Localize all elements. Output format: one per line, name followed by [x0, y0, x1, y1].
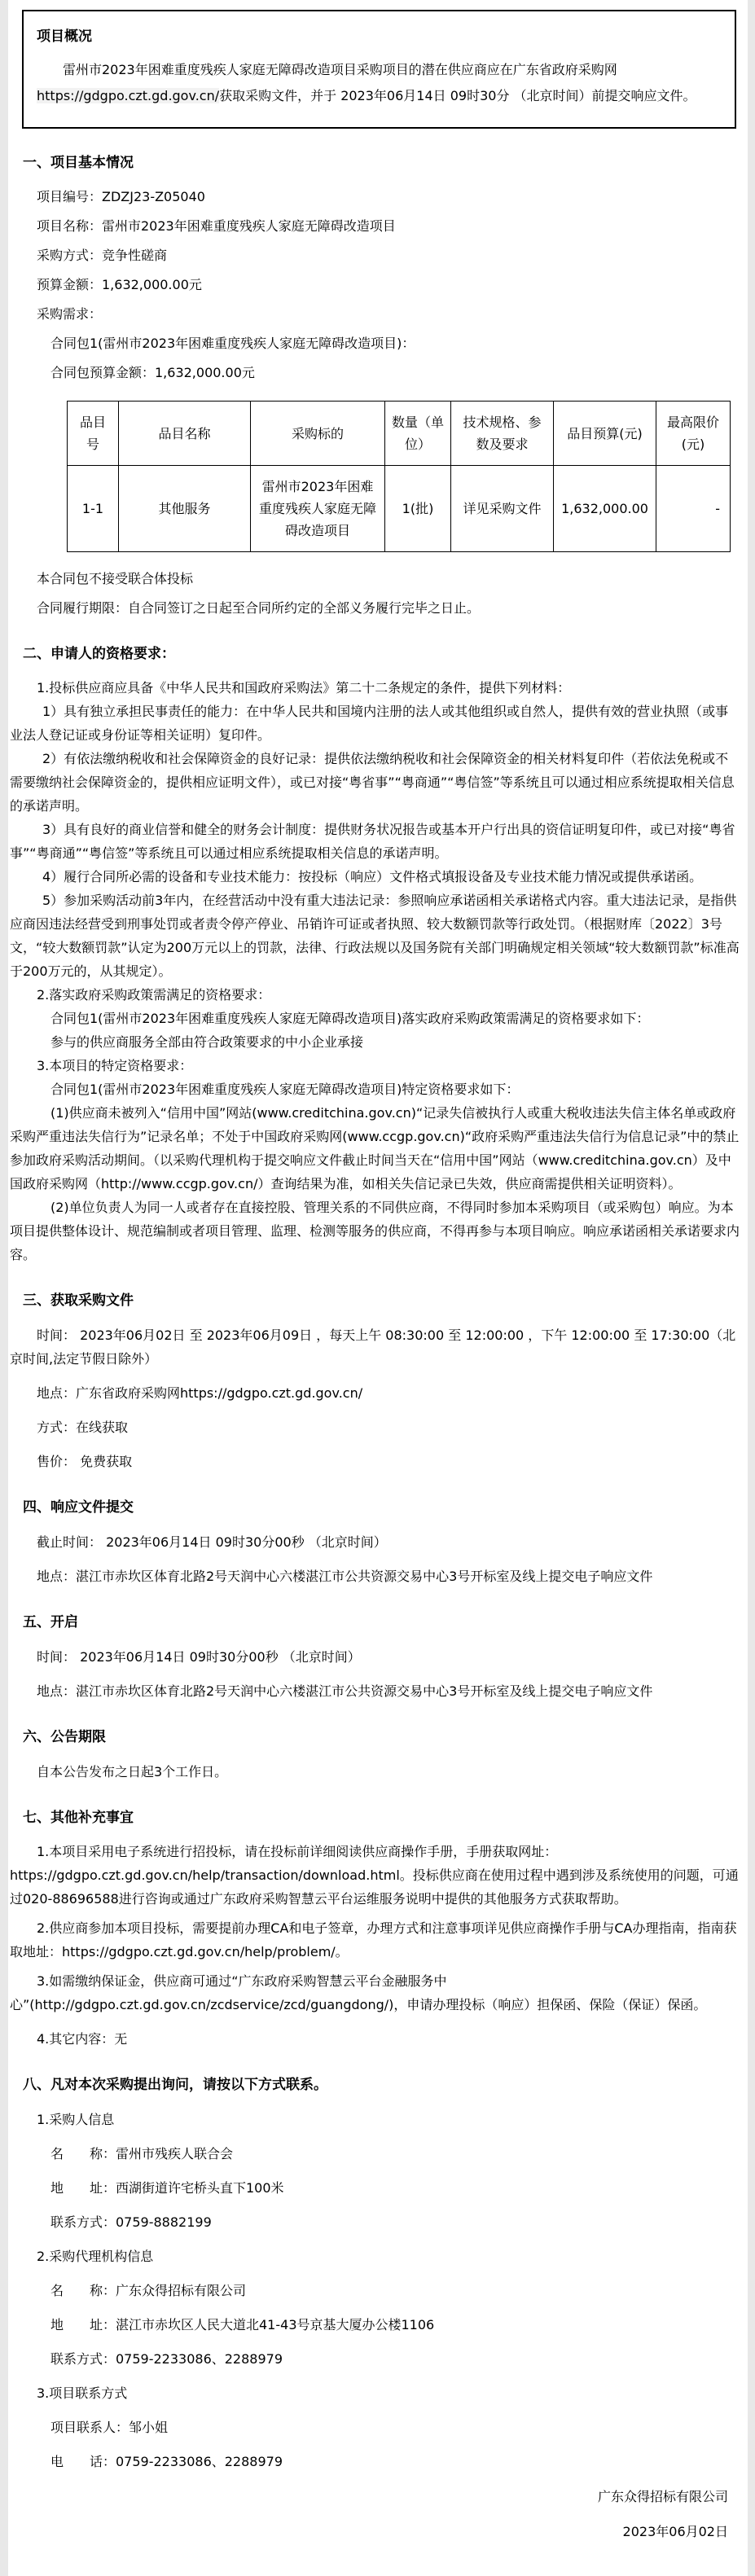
- field-project-number: 项目编号：ZDZJ23-Z05040: [37, 189, 205, 204]
- contract-package-line: 合同包1(雷州市2023年困难重度残疾人家庭无障碍改造项目)：: [50, 336, 415, 351]
- section-5-heading: 五、开启: [23, 1614, 78, 1630]
- footer-date: 2023年06月02日: [622, 2524, 728, 2539]
- col-max-price: 最高限价(元): [656, 402, 731, 466]
- announcement-page: [8, 0, 748, 2576]
- section-4-heading: 四、响应文件提交: [23, 1499, 134, 1516]
- procurement-site-url: https://gdgpo.czt.gd.gov.cn/: [37, 88, 220, 103]
- table-row: [68, 466, 731, 552]
- overview-text-after-url: 获取采购文件，并于 2023年06月14日 09时30分 （北京时间）前提交响应文件。: [219, 88, 696, 103]
- agency-info-title: 2.采购代理机构信息: [37, 2249, 154, 2264]
- qualification-item: 2）有依法缴纳税收和社会保障资金的良好记录：提供依法缴纳税收和社会保障资金的相关材料复印件（若依法免税或不需要缴纳社会保障资金的，提供相应证明文件），或已对接“粤省事”“粤商通”“粤信签”等系统且可以通过相应系统提取相关信息的承诺声明。: [10, 751, 735, 814]
- submission-location: 地点：湛江市赤坎区体育北路2号天润中心六楼湛江市公共资源交易中心3号开标室及线上提交电子响应文件: [37, 1569, 653, 1584]
- field-project-name: 项目名称：雷州市2023年困难重度残疾人家庭无障碍改造项目: [37, 218, 396, 234]
- buyer-name: 名 称：雷州市残疾人联合会: [50, 2146, 234, 2161]
- supplementary-item: 3.如需缴纳保证金，供应商可通过“广东政府采购智慧云平台金融服务中心”(http://gdgpo.czt.gd.gov.cn/zcdservice/zcd/guangdong/)，申请办理投标（响应）担保函、保险（保证）保函。: [10, 1973, 707, 2012]
- doc-acquisition-location: 地点：广东省政府采购网https://gdgpo.czt.gd.gov.cn/: [37, 1385, 363, 1401]
- cell-max-price: -: [656, 466, 731, 552]
- col-item-number: 品目号: [68, 402, 119, 466]
- qualification-item: 参与的供应商服务全部由符合政策要求的中小企业承接: [50, 1034, 364, 1050]
- cell-quantity-unit: 1(批): [385, 466, 451, 552]
- section-6-heading: 六、公告期限: [23, 1729, 106, 1745]
- section-2-heading: 二、申请人的资格要求：: [23, 646, 175, 662]
- qualification-item: 1）具有独立承担民事责任的能力：在中华人民共和国境内注册的法人或其他组织或自然人，提供有效的营业执照（或事业法人登记证或身份证等相关证明）复印件。: [10, 704, 729, 743]
- buyer-contact: 联系方式：0759-8882199: [50, 2214, 212, 2230]
- cell-tech-spec: 详见采购文件: [451, 466, 554, 552]
- qualification-item: (1)供应商未被列入“信用中国”网站(www.creditchina.gov.cn)“记录失信被执行人或重大税收违法失信主体名单或政府采购严重违法失信行为”记录名单；不处于中国政府采购网(www.ccgp.gov.cn)“政府采购严重违法失信行为信息记录”中的禁止参加政府采购活动期间。（以采购代理机构于提交响应文件截止时间当天在“信用中国”网站（www.creditchina.gov.cn）及中国政府采购网（http://www.ccgp.gov.cn/）查询结果为准，如相关失信记录已失效，供应商需提供相关证明资料）。: [10, 1105, 740, 1191]
- note-contract-period: 合同履行期限：自合同签订之日起至合同所约定的全部义务履行完毕之日止。: [37, 600, 481, 616]
- agency-contact: 联系方式：0759-2233086、2288979: [50, 2351, 283, 2367]
- project-contact-title: 3.项目联系方式: [37, 2385, 128, 2401]
- note-no-consortium: 本合同包不接受联合体投标: [37, 571, 194, 586]
- section-3-heading: 三、获取采购文件: [23, 1292, 134, 1309]
- col-tech-spec: 技术规格、参数及要求: [451, 402, 554, 466]
- opening-time: 时间： 2023年06月14日 09时30分00秒 （北京时间）: [37, 1649, 361, 1665]
- opening-location: 地点：湛江市赤坎区体育北路2号天润中心六楼湛江市公共资源交易中心3号开标室及线上提交电子响应文件: [37, 1683, 653, 1699]
- agency-address: 地 址：湛江市赤坎区人民大道北41-43号京基大厦办公楼1106: [50, 2317, 435, 2332]
- project-contact-phone: 电 话：0759-2233086、2288979: [50, 2454, 283, 2469]
- cell-procurement-target: 雷州市2023年困难重度残疾人家庭无障碍改造项目: [251, 466, 385, 552]
- doc-acquisition-price: 售价： 免费获取: [37, 1454, 133, 1469]
- field-procurement-demand: 采购需求：: [37, 306, 103, 322]
- cell-item-budget: 1,632,000.00: [554, 466, 656, 552]
- field-procurement-method: 采购方式：竞争性磋商: [37, 248, 168, 263]
- qualification-item: 5）参加采购活动前3年内，在经营活动中没有重大违法记录：参照响应承诺函相关承诺格式内容。重大违法记录，是指供应商因违法经营受到刑事处罚或者责令停产停业、吊销许可证或者执照、较大数额罚款等行政处罚。（根据财库〔2022〕3号文，“较大数额罚款”认定为200万元以上的罚款，法律、行政法规以及国务院有关部门明确规定相关领域“较大数额罚款”标准高于200万元的，从其规定）。: [10, 893, 740, 979]
- col-item-name: 品目名称: [119, 402, 251, 466]
- buyer-info-title: 1.采购人信息: [37, 2112, 115, 2127]
- doc-acquisition-time: 时间： 2023年06月02日 至 2023年06月09日 ，每天上午 08:30:00 至 12:00:00 ，下午 12:00:00 至 17:30:00（北京时间,法定节假日除外）: [10, 1327, 736, 1367]
- col-quantity-unit: 数量（单位）: [385, 402, 451, 466]
- doc-acquisition-method: 方式：在线获取: [37, 1420, 129, 1435]
- project-contact-person: 项目联系人：邹小姐: [50, 2420, 169, 2435]
- cell-item-number: 1-1: [68, 466, 119, 552]
- qualification-item: 3）具有良好的商业信誉和健全的财务会计制度：提供财务状况报告或基本开户行出具的资信证明复印件，或已对接“粤省事”“粤商通”“粤信签”等系统且可以通过相应系统提取相关信息的承诺声明。: [10, 822, 735, 861]
- qualification-item: (2)单位负责人为同一人或者存在直接控股、管理关系的不同供应商，不得同时参加本采购项目（或采购包）响应。为本项目提供整体设计、规范编制或者项目管理、监理、检测等服务的供应商，不得再参与本项目响应。响应承诺函相关承诺要求内容。: [10, 1200, 740, 1262]
- agency-name: 名 称：广东众得招标有限公司: [50, 2283, 247, 2298]
- overview-text: [37, 57, 722, 109]
- items-table-header-row: [68, 402, 731, 466]
- overview-title: 项目概况: [37, 29, 92, 45]
- col-item-budget: 品目预算(元): [554, 402, 656, 466]
- section-8-heading: 八、凡对本次采购提出询问，请按以下方式联系。: [23, 2077, 327, 2093]
- section-7-heading: 七、其他补充事宜: [23, 1810, 134, 1826]
- project-overview-box: [22, 10, 736, 129]
- col-procurement-target: 采购标的: [251, 402, 385, 466]
- qualification-item: 4）履行合同所必需的设备和专业技术能力：按投标（响应）文件格式填报设备及专业技术能力情况或提供承诺函。: [42, 869, 703, 884]
- qualification-item: 合同包1(雷州市2023年困难重度残疾人家庭无障碍改造项目)特定资格要求如下：: [50, 1082, 520, 1097]
- overview-text-before-url: 雷州市2023年困难重度残疾人家庭无障碍改造项目采购项目的潜在供应商应在广东省政府采购网: [63, 62, 617, 77]
- supplementary-item: 1.本项目采用电子系统进行招投标，请在投标前详细阅读供应商操作手册，手册获取网址：https://gdgpo.czt.gd.gov.cn/help/transaction/download.html。投标供应商在使用过程中遇到涉及系统使用的问题，可通过020-88696588进行咨询或通过广东政府采购智慧云平台运维服务说明中提供的其他服务方式获取帮助。: [10, 1844, 739, 1907]
- footer-company: 广东众得招标有限公司: [597, 2489, 728, 2504]
- qualification-item: 合同包1(雷州市2023年困难重度残疾人家庭无障碍改造项目)落实政府采购政策需满足的资格要求如下：: [50, 1011, 650, 1026]
- supplementary-item: 4.其它内容：无: [37, 2031, 128, 2047]
- cell-item-name: 其他服务: [119, 466, 251, 552]
- submission-deadline: 截止时间： 2023年06月14日 09时30分00秒 （北京时间）: [37, 1534, 387, 1550]
- contract-package-budget-line: 合同包预算金额：1,632,000.00元: [50, 365, 255, 380]
- qualification-item: 3.本项目的特定资格要求：: [37, 1058, 193, 1073]
- supplementary-item: 2.供应商参加本项目投标，需要提前办理CA和电子签章，办理方式和注意事项详见供应商操作手册与CA办理指南，指南获取地址：https://gdgpo.czt.gd.gov.cn/help/problem/。: [10, 1920, 737, 1959]
- qualification-item: 1.投标供应商应具备《中华人民共和国政府采购法》第二十二条规定的条件，提供下列材料：: [37, 680, 571, 696]
- items-table: [67, 401, 731, 552]
- field-budget-amount: 预算金额：1,632,000.00元: [37, 277, 202, 292]
- section-1-heading: 一、项目基本情况: [23, 155, 134, 171]
- announcement-period: 自本公告发布之日起3个工作日。: [37, 1764, 228, 1780]
- qualification-item: 2.落实政府采购政策需满足的资格要求：: [37, 987, 271, 1003]
- buyer-address: 地 址：西湖街道许宅桥头直下100米: [50, 2180, 284, 2196]
